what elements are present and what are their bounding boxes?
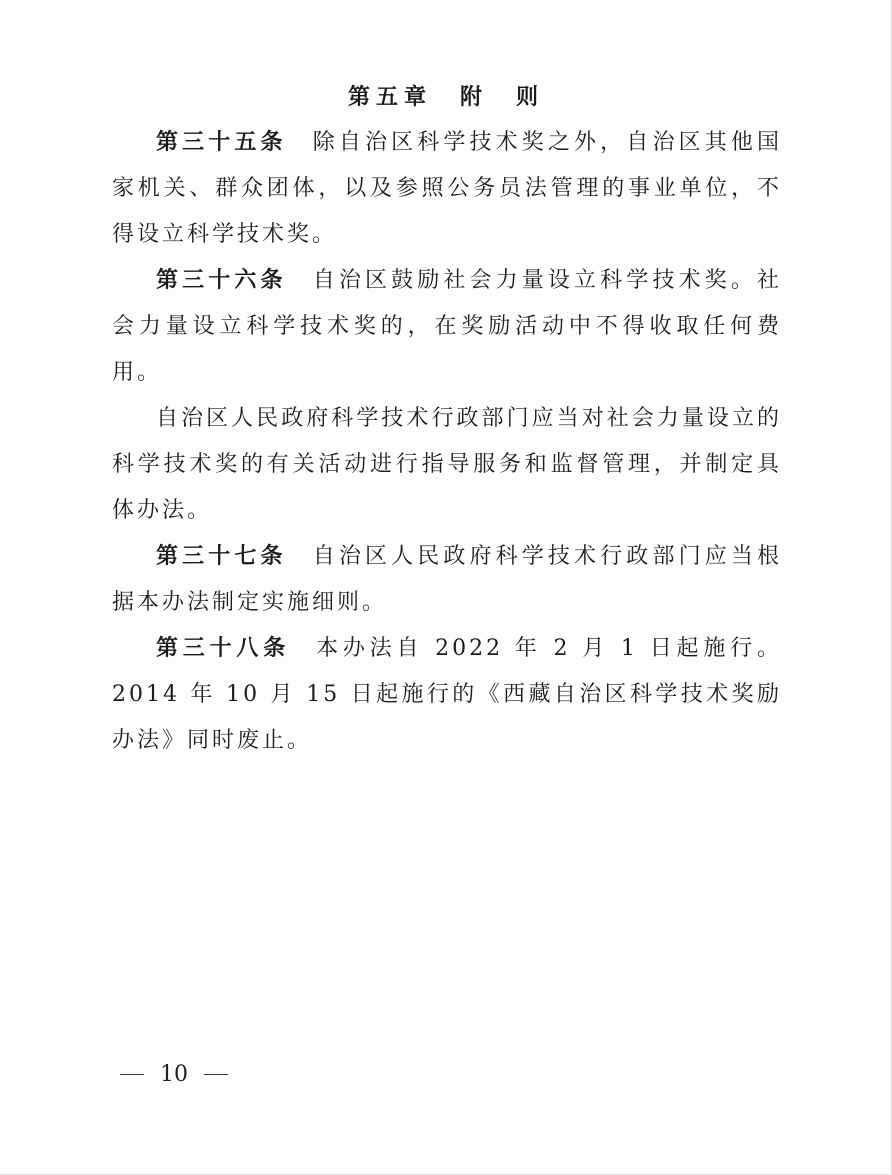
article-text: 除自治区科学技术奖之外，自治区其他国家机关、群众团体，以及参照公务员法管理的事业单位，不得设立科学技术奖。: [112, 130, 782, 247]
page-number-value: 10: [160, 1062, 188, 1087]
article-36-paragraph-2: [112, 396, 782, 534]
article-number: 第三十七条: [156, 544, 287, 569]
dash-left: [120, 1074, 144, 1075]
article-37: [112, 534, 782, 626]
article-text: 自治区人民政府科学技术行政部门应当对社会力量设立的科学技术奖的有关活动进行指导服务和监督管理，并制定具体办法。: [112, 406, 782, 523]
page-number: [120, 1062, 244, 1087]
dash-right: [204, 1074, 228, 1075]
article-text: 自治区人民政府科学技术行政部门应当根据本办法制定实施细则。: [112, 544, 782, 615]
chapter-title: 第五章 附 则: [347, 85, 544, 110]
document-body: [112, 120, 782, 764]
article-number: 第三十六条: [156, 268, 287, 293]
article-number: 第三十八条: [156, 636, 291, 661]
article-text: 自治区鼓励社会力量设立科学技术奖。社会力量设立科学技术奖的，在奖励活动中不得收取任何费用。: [112, 268, 782, 385]
article-36: [112, 258, 782, 396]
article-35: [112, 120, 782, 258]
article-38: [112, 626, 782, 764]
article-text: 本办法自 2022 年 2 月 1 日起施行。2014 年 10 月 15 日起施行的《西藏自治区科学技术奖励办法》同时废止。: [112, 636, 782, 753]
article-number: 第三十五条: [156, 130, 287, 155]
